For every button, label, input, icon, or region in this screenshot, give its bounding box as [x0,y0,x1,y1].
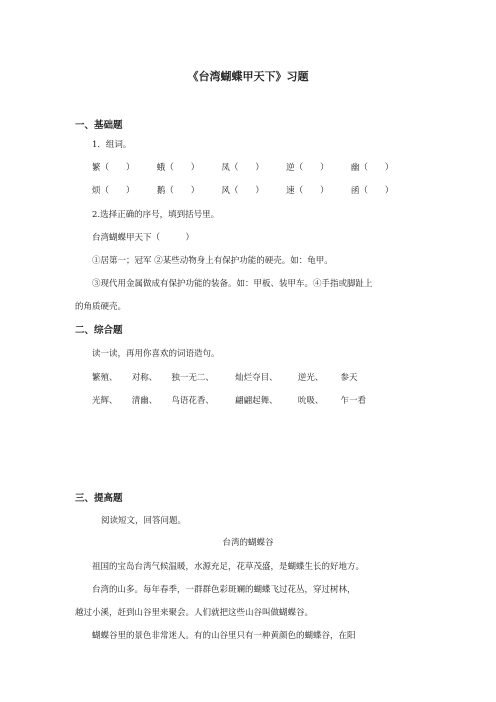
question-2-options-line-2: ③现代用金属做成有保护功能的装备。如：甲板、装甲车。④手指或脚趾上 [92,279,373,289]
section-2-instruction: 读一读，再用你喜欢的词语造句。 [92,349,220,359]
vocab-word: 吮吸、 [297,396,324,406]
word-list-row-1 [92,371,358,383]
word-blank: 逆（ ） [286,163,329,173]
vocab-word: 对称、 [131,373,158,383]
vocab-word: 逆光、 [297,373,324,383]
vocab-word: 鸟语花香、 [171,396,214,406]
passage-paragraph-2-line-1: 台湾的山多。每年春季，一群群色彩斑斓的蝴蝶飞过花丛，穿过树林， [92,585,356,595]
vocab-word: 灿烂夺目、 [235,373,278,383]
section-3-heading: 三、提高题 [75,493,123,504]
question-1-label: 1．组词。 [92,140,132,150]
passage-paragraph-3: 蝴蝶谷里的景色非常迷人。有的山谷里只有一种黄颜色的蝴蝶谷，在阳 [92,631,356,641]
vocab-word: 繁殖、 [92,373,118,383]
vocab-word: 翩翩起舞、 [235,396,278,406]
vocab-word: 参天 [340,373,358,383]
word-list-row-2 [92,394,366,406]
word-row-2 [92,184,393,196]
word-blank: 幽（ ） [350,163,394,173]
vocab-word: 乍一看 [340,396,367,406]
word-row-1 [92,161,393,173]
question-2-label: 2.选择正确的序号，填到括号里。 [92,210,220,220]
word-blank: 鹅（ ） [156,186,200,196]
word-blank: 烦（ ） [92,186,135,196]
question-2-options-line-3: 的角质硬壳。 [75,302,127,312]
word-blank: 风（ ） [221,186,264,196]
word-blank: 蛾（ ） [156,163,200,173]
section-3-instruction: 阅读短文，回答问题。 [101,516,187,526]
vocab-word: 清幽、 [131,396,158,406]
passage-title: 台湾的蝴蝶谷 [222,538,274,548]
page-title: 《台湾蝴蝶甲天下》习题 [187,70,309,83]
section-1-heading: 一、基础题 [75,120,123,131]
passage-paragraph-2-line-2: 越过小溪，赶到山谷里来聚会。人们就把这些山谷叫做蝴蝶谷。 [75,608,314,618]
section-2-heading: 二、综合题 [75,325,123,336]
word-blank: 函（ ） [350,186,394,196]
passage-paragraph-1: 祖国的宝岛台湾气候温暖，水源充足，花草茂盛，是蝴蝶生长的好地方。 [92,562,365,572]
vocab-word: 光辉、 [92,396,118,406]
question-2-prompt: 台湾蝴蝶甲天下（ ） [92,233,195,243]
question-2-options-line-1: ①居第一；冠军 ②某些动物身上有保护功能的硬壳。如：龟甲。 [92,256,333,266]
word-blank: 速（ ） [286,186,329,196]
word-blank: 凤（ ） [221,163,264,173]
word-blank: 繁（ ） [92,163,135,173]
vocab-word: 独一无二、 [171,373,214,383]
